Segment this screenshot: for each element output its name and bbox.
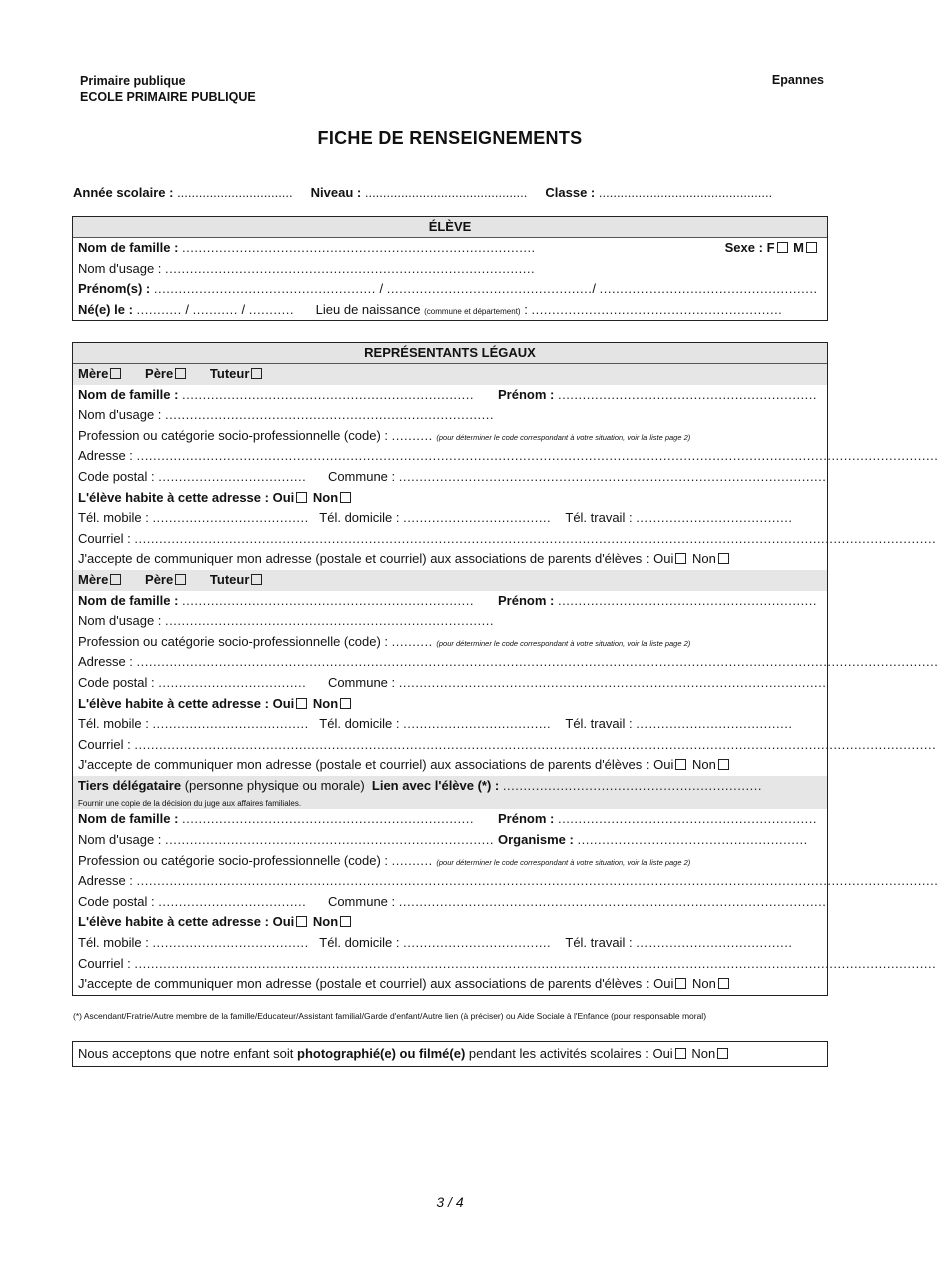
rep1-cp-row xyxy=(73,467,827,488)
rep2-adresse-label: Adresse : xyxy=(78,654,133,670)
rep1-prenom-label: Prénom : xyxy=(498,386,555,402)
rep1-accept-non-checkbox[interactable] xyxy=(718,553,729,564)
tiers-cp-label: Code postal : xyxy=(78,893,155,909)
year-line xyxy=(73,185,828,200)
tiers-nom-row xyxy=(73,809,827,830)
rep1-mobile-label: Tél. mobile : xyxy=(78,510,149,526)
tiers-adresse-label: Adresse : xyxy=(78,873,133,889)
town-name: Epannes xyxy=(771,73,824,87)
tiers-label: Tiers délégataire xyxy=(78,777,182,793)
tiers-commune-label: Commune : xyxy=(327,893,396,909)
oui-label: Oui xyxy=(272,489,295,505)
rep1-prenom-field[interactable]: ............................................................... xyxy=(557,386,818,402)
photo-text-bold: photographié(e) ou filmé(e) xyxy=(297,1046,466,1061)
photo-non-checkbox[interactable] xyxy=(717,1048,728,1059)
tiers-organisme-label: Organisme : xyxy=(498,832,574,848)
rep2-domicile-field[interactable]: .................................... xyxy=(403,716,552,732)
eleve-ne-label: Né(e) le : xyxy=(78,301,133,317)
non-label: Non xyxy=(312,695,339,711)
tiers-accept-row xyxy=(73,974,827,995)
mere-label: Mère xyxy=(78,571,109,587)
rep2-commune-label: Commune : xyxy=(327,674,396,690)
rep1-commune-label: Commune : xyxy=(327,468,396,484)
tiers-courriel-field[interactable]: ................................................................................................................................................................................................... xyxy=(134,955,937,971)
rep2-mobile-field[interactable]: ...................................... xyxy=(152,716,309,732)
rep2-domicile-label: Tél. domicile : xyxy=(319,716,400,732)
tiers-travail-label: Tél. travail : xyxy=(565,935,633,951)
rep1-courriel-label: Courriel : xyxy=(78,530,131,546)
footnote: (*) Ascendant/Fratrie/Autre membre de la famille/Educateur/Assistant familial/Garde d'enfant/Autre lien (à préciser) ou Aide Sociale à l'Enfance (pour responsable moral) xyxy=(73,1011,707,1021)
tiers-note-row xyxy=(73,796,827,809)
pere-label: Père xyxy=(145,366,174,381)
separator: / xyxy=(592,281,596,297)
rep1-accept-oui-checkbox[interactable] xyxy=(675,553,686,564)
page-title: FICHE DE RENSEIGNEMENTS xyxy=(317,128,583,148)
eleve-prenom-row xyxy=(73,279,827,300)
non-label: Non xyxy=(691,976,716,992)
niveau-field[interactable]: ............................................. xyxy=(364,185,528,200)
tiers-note: Fournir une copie de la décision du juge aux affaires familiales. xyxy=(78,799,302,809)
rep1-type-row xyxy=(73,364,827,385)
rep2-adresse-field[interactable]: ................................................................................................................................................................................................... xyxy=(136,654,938,670)
rep1-profession-note: (pour déterminer le code correspondant à votre situation, voir la liste page 2) xyxy=(436,432,691,442)
rep2-tel-row xyxy=(73,714,827,735)
rep1-travail-field[interactable]: ...................................... xyxy=(636,510,793,526)
rep1-habite-oui-checkbox[interactable] xyxy=(296,492,307,503)
rep2-travail-label: Tél. travail : xyxy=(565,716,633,732)
rep1-adresse-field[interactable]: ................................................................................................................................................................................................... xyxy=(136,448,938,464)
eleve-prenom-field-1[interactable]: ...................................................... xyxy=(153,281,376,297)
tiers-header-row xyxy=(73,776,827,797)
rep2-nom-field[interactable]: ....................................................................... xyxy=(182,592,474,608)
rep1-usage-field[interactable]: ................................................................................ xyxy=(165,407,494,423)
eleve-prenom-label: Prénom(s) : xyxy=(78,281,151,297)
rep2-profession-row xyxy=(73,632,827,653)
photo-consent-box xyxy=(72,1041,828,1067)
tiers-accept-oui-checkbox[interactable] xyxy=(675,978,686,989)
rep2-adresse-row xyxy=(73,652,938,673)
sexe-label: Sexe : xyxy=(724,240,763,255)
tiers-usage-label: Nom d'usage : xyxy=(78,832,162,848)
rep1-adresse-row xyxy=(73,446,938,467)
rep2-cp-row xyxy=(73,673,827,694)
rep1-accept-row xyxy=(73,549,827,570)
sexe-f-checkbox[interactable] xyxy=(777,242,788,253)
rep1-habite-label: L'élève habite à cette adresse : xyxy=(78,489,269,505)
tiers-lien-field[interactable]: ............................................................... xyxy=(502,777,762,793)
birth-day-field[interactable]: ........... xyxy=(136,301,182,317)
rep1-nom-label: Nom de famille : xyxy=(78,386,179,402)
tiers-profession-row xyxy=(73,851,827,872)
rep1-cp-field[interactable]: .................................... xyxy=(158,468,307,484)
non-label: Non xyxy=(691,551,716,567)
rep2-profession-note: (pour déterminer le code correspondant à votre situation, voir la liste page 2) xyxy=(436,638,691,648)
rep2-type-row xyxy=(73,570,827,591)
sexe-f-label: F xyxy=(766,240,775,255)
tiers-profession-note: (pour déterminer le code correspondant à votre situation, voir la liste page 2) xyxy=(436,857,691,867)
tiers-tel-row xyxy=(73,933,827,954)
school-header xyxy=(80,73,256,105)
rep2-courriel-field[interactable]: ................................................................................................................................................................................................... xyxy=(134,736,937,752)
tiers-desc: (personne physique ou morale) xyxy=(184,777,365,793)
niveau-label: Niveau : xyxy=(310,185,362,200)
rep1-commune-field[interactable]: ........................................................................................................ xyxy=(398,468,827,484)
rep2-nom-row xyxy=(73,591,827,612)
rep2-accept-non-checkbox[interactable] xyxy=(718,759,729,770)
rep1-usage-label: Nom d'usage : xyxy=(78,407,162,423)
rep1-courriel-row xyxy=(73,529,937,550)
rep2-nom-label: Nom de famille : xyxy=(78,592,179,608)
rep2-accept-oui-checkbox[interactable] xyxy=(675,759,686,770)
representants-heading: REPRÉSENTANTS LÉGAUX xyxy=(73,343,827,364)
rep2-habite-row xyxy=(73,694,827,715)
tiers-mobile-field[interactable]: ...................................... xyxy=(152,935,309,951)
tiers-lien-label: Lien avec l'élève (*) : xyxy=(371,777,500,793)
rep1-adresse-label: Adresse : xyxy=(78,448,133,464)
annee-label: Année scolaire : xyxy=(73,185,174,200)
eleve-usage-row xyxy=(73,259,827,280)
tiers-nom-label: Nom de famille : xyxy=(78,811,179,827)
tiers-prenom-field[interactable]: ............................................................... xyxy=(557,811,818,827)
lieu-note: (commune et département) xyxy=(424,306,521,316)
representants-section xyxy=(72,342,938,996)
eleve-usage-field[interactable]: .......................................................................................... xyxy=(165,260,536,276)
rep1-pere-checkbox[interactable] xyxy=(175,368,186,379)
rep2-mobile-label: Tél. mobile : xyxy=(78,716,149,732)
non-label: Non xyxy=(691,757,716,773)
rep1-usage-row xyxy=(73,405,827,426)
non-label: Non xyxy=(312,489,339,505)
rep2-travail-field[interactable]: ...................................... xyxy=(636,716,793,732)
tuteur-label: Tuteur xyxy=(209,571,250,587)
rep2-tuteur-checkbox[interactable] xyxy=(251,574,262,585)
tiers-travail-field[interactable]: ...................................... xyxy=(636,935,793,951)
sexe-group xyxy=(725,238,819,259)
rep2-usage-label: Nom d'usage : xyxy=(78,613,162,629)
tiers-usage-row xyxy=(73,830,827,851)
rep1-mobile-field[interactable]: ...................................... xyxy=(152,510,309,526)
tiers-habite-oui-checkbox[interactable] xyxy=(296,916,307,927)
tuteur-label: Tuteur xyxy=(209,366,250,381)
tiers-accept-non-checkbox[interactable] xyxy=(718,978,729,989)
rep1-habite-row xyxy=(73,488,827,509)
rep2-courriel-row xyxy=(73,735,937,756)
eleve-nom-label: Nom de famille : xyxy=(78,240,179,255)
tiers-organisme-field[interactable]: ........................................................ xyxy=(577,832,808,848)
oui-label: Oui xyxy=(653,757,674,773)
rep1-profession-field[interactable]: .......... xyxy=(391,427,433,443)
tiers-courriel-label: Courriel : xyxy=(78,955,131,971)
photo-oui-checkbox[interactable] xyxy=(675,1048,686,1059)
tiers-cp-field[interactable]: .................................... xyxy=(158,893,307,909)
page-number: 3 / 4 xyxy=(436,1194,464,1210)
non-label: Non xyxy=(312,914,339,930)
rep1-tel-row xyxy=(73,508,827,529)
rep1-domicile-label: Tél. domicile : xyxy=(319,510,400,526)
lieu-label: Lieu de naissance xyxy=(315,301,421,317)
school-type: Primaire publique xyxy=(80,74,186,88)
rep1-nom-row xyxy=(73,385,827,406)
rep2-courriel-label: Courriel : xyxy=(78,736,131,752)
birth-year-field[interactable]: ........... xyxy=(248,301,294,317)
sexe-m-label: M xyxy=(793,240,804,255)
separator: / xyxy=(185,301,190,317)
rep1-accept-text: J'accepte de communiquer mon adresse (postale et courriel) aux associations de parents d'élèves : xyxy=(78,551,650,567)
photo-text-after: pendant les activités scolaires : xyxy=(468,1046,649,1061)
oui-label: Oui xyxy=(653,551,674,567)
separator: / xyxy=(241,301,246,317)
rep1-cp-label: Code postal : xyxy=(78,468,155,484)
tiers-habite-non-checkbox[interactable] xyxy=(340,916,351,927)
rep2-usage-field[interactable]: ................................................................................ xyxy=(165,613,494,629)
rep1-profession-label: Profession ou catégorie socio-professionnelle (code) : xyxy=(78,427,389,443)
tiers-domicile-field[interactable]: .................................... xyxy=(403,935,552,951)
eleve-prenom-field-3[interactable]: ..................................................... xyxy=(599,281,818,297)
tiers-habite-row xyxy=(73,912,827,933)
pere-label: Père xyxy=(145,571,174,587)
tiers-nom-field[interactable]: ....................................................................... xyxy=(182,811,474,827)
tiers-prenom-label: Prénom : xyxy=(498,811,555,827)
rep2-pere-checkbox[interactable] xyxy=(175,574,186,585)
tiers-adresse-field[interactable]: ................................................................................................................................................................................................... xyxy=(136,873,938,889)
tiers-courriel-row xyxy=(73,954,937,975)
tiers-profession-field[interactable]: .......... xyxy=(391,852,433,868)
lieu-field[interactable]: ............................................................. xyxy=(531,301,783,317)
tiers-mobile-label: Tél. mobile : xyxy=(78,935,149,951)
school-name: ECOLE PRIMAIRE PUBLIQUE xyxy=(80,90,256,104)
tiers-usage-field[interactable]: ................................................................................ xyxy=(165,832,494,848)
rep1-travail-label: Tél. travail : xyxy=(565,510,633,526)
separator: / xyxy=(379,281,384,297)
rep2-mere-checkbox[interactable] xyxy=(110,574,121,585)
eleve-prenom-field-2[interactable]: .................................................. xyxy=(386,281,593,297)
eleve-section xyxy=(72,216,828,321)
tiers-profession-label: Profession ou catégorie socio-professionnelle (code) : xyxy=(78,852,389,868)
tiers-habite-label: L'élève habite à cette adresse : xyxy=(78,914,269,930)
birth-month-field[interactable]: ........... xyxy=(192,301,238,317)
lieu-colon: : xyxy=(524,301,528,317)
rep2-accept-row xyxy=(73,755,827,776)
rep2-profession-label: Profession ou catégorie socio-professionnelle (code) : xyxy=(78,633,389,649)
tiers-adresse-row xyxy=(73,871,938,892)
eleve-nom-field[interactable]: ...................................................................................... xyxy=(182,240,536,255)
classe-label: Classe : xyxy=(545,185,596,200)
rep2-habite-label: L'élève habite à cette adresse : xyxy=(78,695,269,711)
oui-label: Oui xyxy=(272,914,295,930)
photo-oui-label: Oui xyxy=(652,1046,673,1061)
rep1-courriel-field[interactable]: ................................................................................................................................................................................................... xyxy=(134,530,937,546)
tiers-domicile-label: Tél. domicile : xyxy=(319,935,400,951)
photo-text-before: Nous acceptons que notre enfant soit xyxy=(78,1046,294,1061)
rep2-cp-field[interactable]: .................................... xyxy=(158,674,307,690)
rep2-commune-field[interactable]: ........................................................................................................ xyxy=(398,674,827,690)
eleve-nom-row xyxy=(73,238,827,259)
rep1-profession-row xyxy=(73,426,827,447)
rep1-domicile-field[interactable]: .................................... xyxy=(403,510,552,526)
mere-label: Mère xyxy=(78,366,109,381)
classe-field[interactable]: ................................................ xyxy=(598,185,773,200)
sexe-m-checkbox[interactable] xyxy=(806,242,817,253)
eleve-naissance-row xyxy=(73,300,827,321)
oui-label: Oui xyxy=(653,976,674,992)
annee-field[interactable]: ................................ xyxy=(177,185,293,200)
rep2-prenom-field[interactable]: ............................................................... xyxy=(557,592,818,608)
tiers-accept-text: J'accepte de communiquer mon adresse (postale et courriel) aux associations de parents d'élèves : xyxy=(78,976,650,992)
eleve-usage-label: Nom d'usage : xyxy=(78,260,162,276)
rep2-habite-non-checkbox[interactable] xyxy=(340,698,351,709)
oui-label: Oui xyxy=(272,695,295,711)
photo-non-label: Non xyxy=(691,1046,716,1061)
rep1-mere-checkbox[interactable] xyxy=(110,368,121,379)
rep2-habite-oui-checkbox[interactable] xyxy=(296,698,307,709)
rep2-prenom-label: Prénom : xyxy=(498,592,555,608)
tiers-cp-row xyxy=(73,892,827,913)
rep1-nom-field[interactable]: ....................................................................... xyxy=(182,386,474,402)
rep2-profession-field[interactable]: .......... xyxy=(391,633,433,649)
rep1-habite-non-checkbox[interactable] xyxy=(340,492,351,503)
rep1-tuteur-checkbox[interactable] xyxy=(251,368,262,379)
rep2-accept-text: J'accepte de communiquer mon adresse (postale et courriel) aux associations de parents d'élèves : xyxy=(78,757,650,773)
rep2-cp-label: Code postal : xyxy=(78,674,155,690)
tiers-commune-field[interactable]: ........................................................................................................ xyxy=(398,893,827,909)
eleve-heading: ÉLÈVE xyxy=(73,217,827,238)
rep2-usage-row xyxy=(73,611,827,632)
